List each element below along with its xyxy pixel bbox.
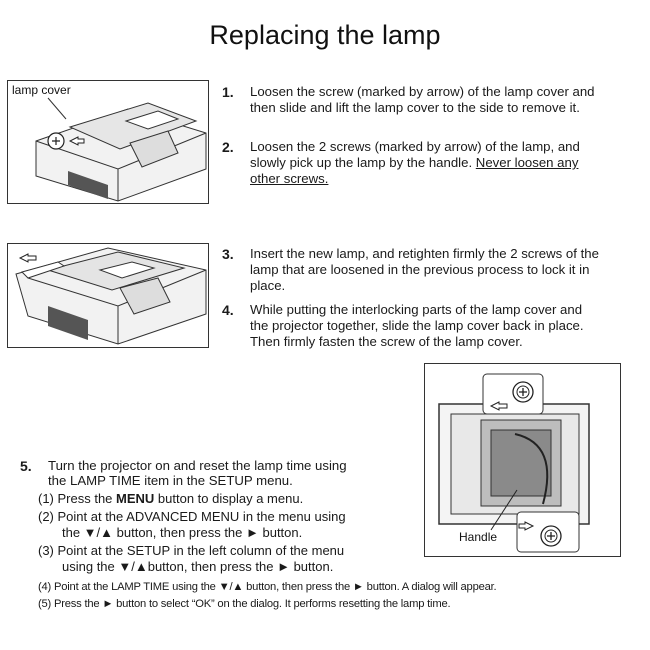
- substep-5: (5) Press the ► button to select “OK” on the dialog. It performs resetting the lamp time.: [38, 598, 451, 610]
- step-number: 4.: [222, 302, 234, 318]
- figure-lamp-handle: [424, 363, 621, 557]
- step-number: 3.: [222, 246, 234, 262]
- step-number: 2.: [222, 139, 234, 155]
- substep-3-line-2: using the ▼/▲button, then press the ► button.: [62, 559, 334, 574]
- substep-text: (1) Press the: [38, 491, 117, 506]
- lamp-illustration: [425, 364, 620, 556]
- step-2: [222, 139, 602, 187]
- step-5-line-2: the LAMP TIME item in the SETUP menu.: [48, 473, 293, 488]
- arrow-left-icon: [20, 254, 36, 262]
- handle-label: Handle: [459, 530, 498, 544]
- step-text: Loosen the 2 screws (marked by arrow) of the lamp, and slowly pick up the lamp by the handle.: [250, 139, 580, 170]
- step-text: Loosen the screw (marked by arrow) of the lamp cover and then slide and lift the lamp cover to the side to remove it.: [250, 84, 595, 115]
- projector-illustration-1: [8, 81, 208, 203]
- step-number: 5.: [20, 458, 32, 474]
- lamp-cover-label: lamp cover: [12, 83, 71, 97]
- warning-text: Never loosen any other screws.: [250, 155, 579, 186]
- substep-4: (4) Point at the LAMP TIME using the ▼/▲ button, then press the ► button. A dialog will appear.: [38, 581, 497, 593]
- substep-2-line-1: (2) Point at the ADVANCED MENU in the menu using: [38, 509, 346, 524]
- step-5-line-1: Turn the projector on and reset the lamp time using: [48, 458, 347, 473]
- step-1: [222, 84, 602, 116]
- page-title: Replacing the lamp: [209, 20, 441, 50]
- projector-illustration-2: [8, 244, 208, 347]
- figure-lamp-cover-slide: [7, 243, 209, 348]
- step-number: 1.: [222, 84, 234, 100]
- figure-lamp-cover-removal: [7, 80, 209, 204]
- step-4: [222, 302, 602, 350]
- step-text: While putting the interlocking parts of the lamp cover and the projector together, slide the lamp cover back in place. Then firmly fasten the screw of the lamp cover.: [250, 302, 584, 349]
- substep-1: [38, 492, 303, 506]
- step-3: [222, 246, 602, 294]
- substep-text: button to display a menu.: [154, 491, 304, 506]
- substep-3-line-1: (3) Point at the SETUP in the left column of the menu: [38, 543, 345, 558]
- step-text: Insert the new lamp, and retighten firmly the 2 screws of the lamp that are loosened in the previous process to lock it in place.: [250, 246, 599, 293]
- substep-2-line-2: the ▼/▲ button, then press the ► button.: [62, 525, 303, 540]
- menu-button-name: MENU: [116, 491, 155, 506]
